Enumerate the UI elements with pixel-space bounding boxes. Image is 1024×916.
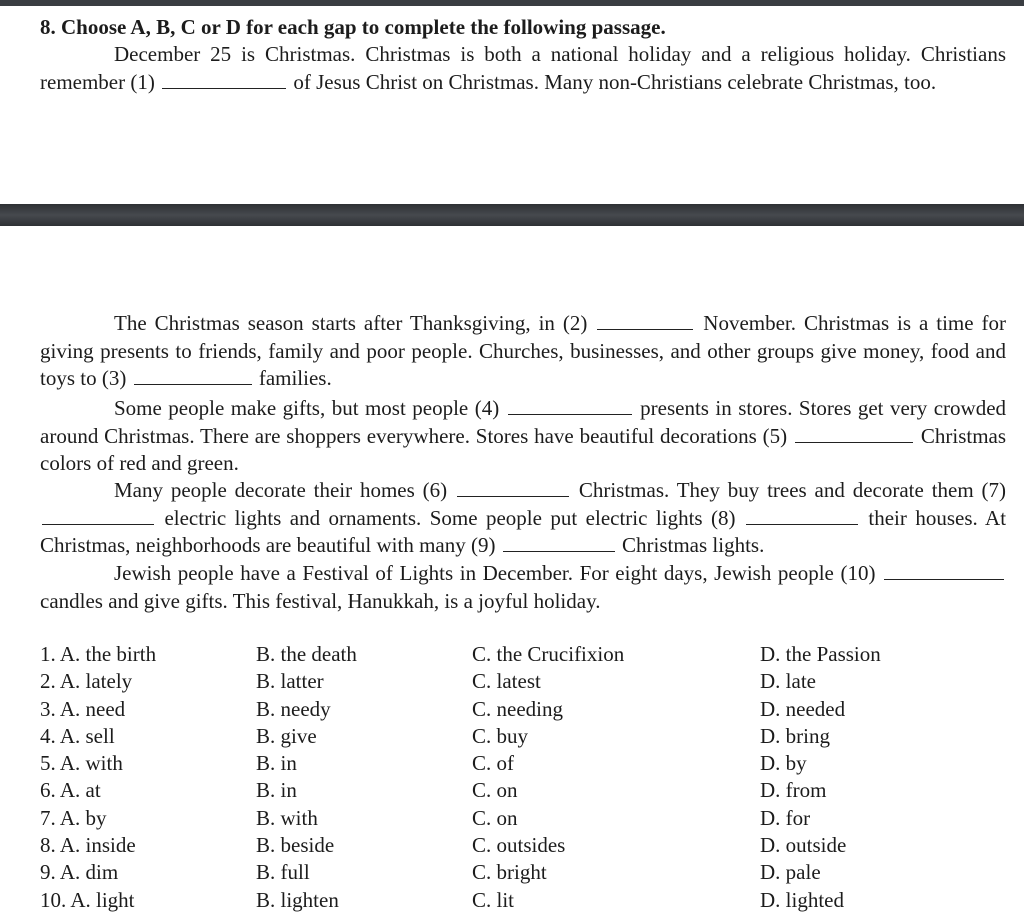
passage-text: Christmas lights.: [622, 533, 765, 557]
passage-paragraph-2: [40, 310, 1006, 393]
option-a: 10. A. light: [40, 887, 135, 912]
passage-paragraph-3: [40, 395, 1006, 478]
page-separator-bar: [0, 204, 1024, 226]
option-d: D. for: [760, 805, 811, 830]
gap-6-blank: [457, 480, 569, 497]
passage-paragraph-1: [40, 41, 1006, 96]
option-d: D. the Passion: [760, 642, 881, 666]
option-b: B. in: [256, 751, 297, 776]
passage-text: candles and give gifts. This festival, Hanukkah, is a joyful holiday.: [40, 588, 601, 613]
option-row-2: [40, 668, 1020, 695]
option-d: D. from: [760, 778, 827, 803]
answer-options-list: [40, 641, 1020, 914]
passage-paragraph-5: [40, 560, 1006, 615]
exercise-title: 8. Choose A, B, C or D for each gap to complete the following passage.: [40, 15, 666, 39]
option-a: 3. A. need: [40, 696, 126, 721]
passage-text: Many people decorate their homes (6): [114, 478, 448, 502]
option-c: C. on: [472, 778, 518, 803]
gap-9-blank: [503, 535, 615, 552]
gap-7-blank: [42, 508, 154, 525]
option-row-10: [40, 887, 1020, 914]
option-b: B. latter: [256, 669, 324, 694]
passage-text: families.: [258, 366, 332, 390]
option-c: C. outsides: [472, 833, 566, 858]
passage-text: December 25 is Christmas. Christmas is both a national holiday and a religious holiday. Christians remember (1): [40, 42, 1006, 94]
option-row-1: [40, 641, 1020, 668]
option-d: D. lighted: [760, 887, 844, 912]
option-d: D. needed: [760, 696, 846, 721]
option-c: C. lit: [472, 887, 515, 912]
passage-text: electric lights and ornaments. Some people put electric lights (8): [164, 505, 736, 530]
option-b: B. needy: [256, 696, 331, 721]
option-a: 5. A. with: [40, 751, 123, 776]
option-b: B. full: [256, 860, 310, 885]
gap-2-blank: [597, 313, 693, 330]
option-row-3: [40, 696, 1020, 723]
passage-text: their houses. At Christmas, neighborhoods are beautiful with many (9): [40, 505, 1007, 557]
gap-10-blank: [884, 563, 1004, 580]
gap-1-blank: [162, 72, 286, 89]
option-b: B. the death: [256, 642, 357, 666]
option-c: C. the Crucifixion: [472, 642, 625, 666]
passage-text: November. Christmas is a time for giving presents to friends, family and poor people. Churches, businesses, and other groups give money, food and toys to (3): [40, 311, 1007, 390]
option-row-4: [40, 723, 1020, 750]
passage-text: presents in stores. Stores get very crowded around Christmas. There are shoppers everywhere. Stores have beautiful decorations (5): [40, 396, 1007, 448]
option-a: 1. A. the birth: [40, 642, 157, 666]
option-b: B. lighten: [256, 887, 339, 912]
option-d: D. pale: [760, 860, 821, 885]
gap-4-blank: [508, 398, 632, 415]
passage-text: Jewish people have a Festival of Lights in December. For eight days, Jewish people (10): [114, 561, 876, 585]
option-c: C. on: [472, 805, 518, 830]
page-top-edge: [0, 0, 1024, 6]
option-d: D. late: [760, 669, 816, 694]
passage-text: Some people make gifts, but most people (4): [114, 396, 500, 420]
option-a: 8. A. inside: [40, 833, 136, 858]
option-c: C. buy: [472, 723, 529, 748]
option-b: B. in: [256, 778, 297, 803]
passage-text: Christmas colors of red and green.: [40, 423, 1007, 475]
option-row-9: [40, 859, 1020, 886]
option-a: 6. A. at: [40, 778, 101, 803]
gap-5-blank: [795, 426, 913, 443]
option-d: D. by: [760, 751, 807, 776]
option-row-6: [40, 777, 1020, 804]
option-c: C. bright: [472, 860, 547, 885]
option-a: 9. A. dim: [40, 860, 119, 885]
gap-3-blank: [134, 368, 252, 385]
option-c: C. of: [472, 751, 514, 776]
option-row-5: [40, 750, 1020, 777]
option-c: C. latest: [472, 669, 541, 694]
option-a: 7. A. by: [40, 805, 107, 830]
option-c: C. needing: [472, 696, 563, 721]
option-b: B. with: [256, 805, 318, 830]
option-a: 2. A. lately: [40, 669, 133, 694]
option-b: B. give: [256, 723, 317, 748]
option-row-7: [40, 805, 1020, 832]
option-b: B. beside: [256, 833, 335, 858]
gap-8-blank: [746, 508, 858, 525]
option-a: 4. A. sell: [40, 723, 115, 748]
passage-text: The Christmas season starts after Thanksgiving, in (2): [114, 311, 588, 335]
passage-text: Christmas. They buy trees and decorate them (7): [578, 478, 1007, 502]
option-d: D. outside: [760, 833, 847, 858]
option-row-8: [40, 832, 1020, 859]
option-d: D. bring: [760, 723, 830, 748]
passage-text: of Jesus Christ on Christmas. Many non-Christians celebrate Christmas, too.: [293, 69, 937, 94]
passage-paragraph-4: [40, 477, 1006, 560]
